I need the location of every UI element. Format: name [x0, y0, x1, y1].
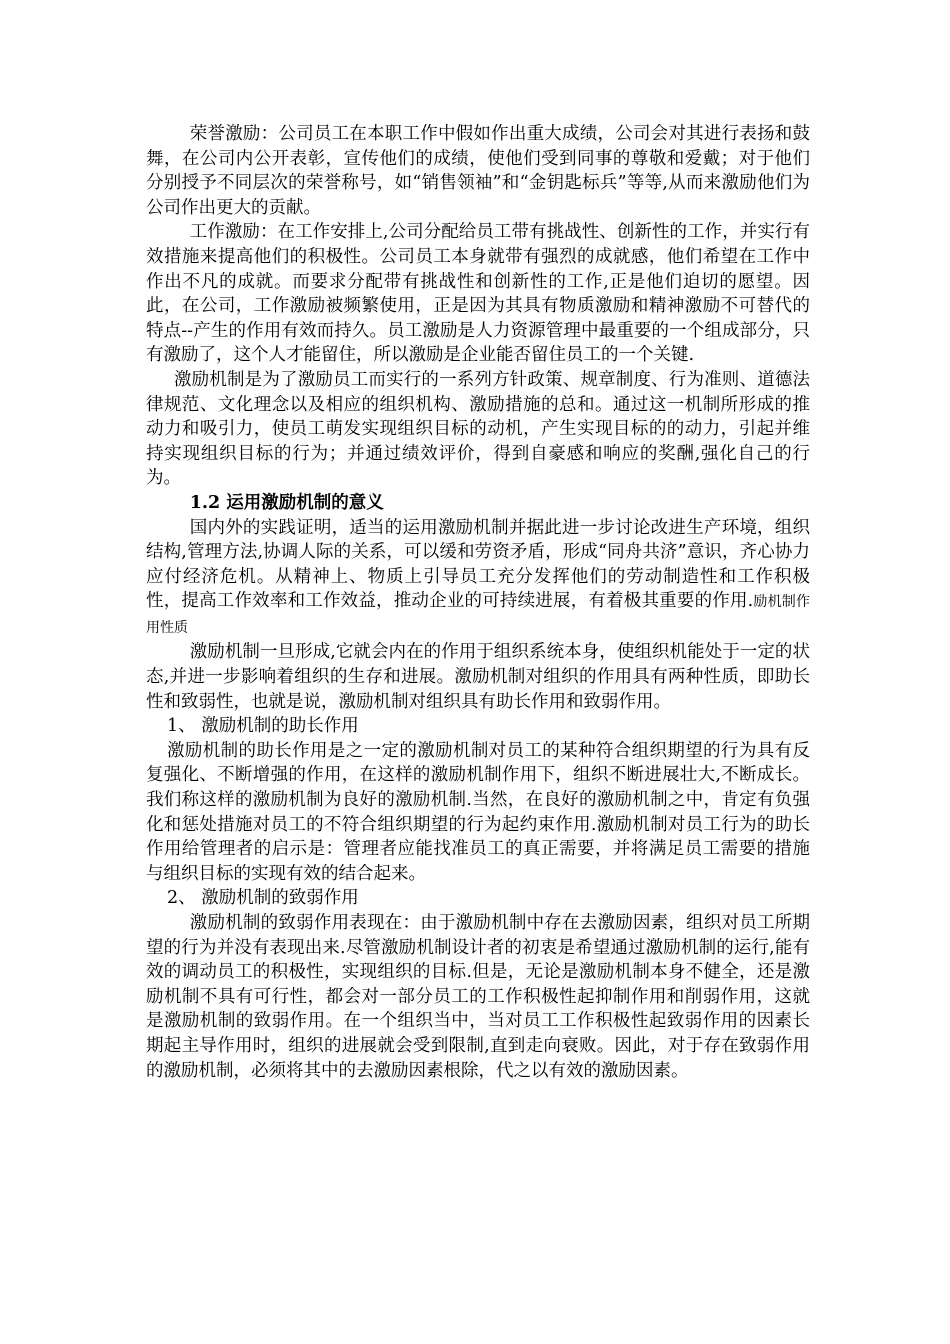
section-heading-1-2: 1.2 运用激励机制的意义	[189, 492, 384, 513]
paragraph-significance-tail: 励机制作用性质	[146, 594, 811, 636]
paragraph-work-incentive: 工作激励：在工作安排上,公司分配给员工带有挑战性、创新性的工作，并实行有效措施来提高他们的积极性。公司员工本身就带有强烈的成就感，他们希望在工作中作出不凡的成就。而要求分配带有挑战性和创新性的工作,正是他们迫切的愿望。因此，在公司，工作激励被频繁使用，正是因为其具有物质激励和精神激励不可替代的特点--产生的作用有效而持久。员工激励是人力资源管理中最重要的一个组成部分，只有激励了，这个人才能留住，所以激励是企业能否留住员工的一个关键.	[146, 222, 810, 366]
paragraph-significance	[146, 516, 810, 641]
paragraph-mechanism-nature: 激励机制一旦形成,它就会内在的作用于组织系统本身，使组织机能处于一定的状态,并进一步影响着组织的生存和进展。激励机制对组织的作用具有两种性质，即助长性和致弱性，也就是说，激励机制对组织具有助长作用和致弱作用。	[146, 642, 810, 712]
paragraph-weakening-effect: 激励机制的致弱作用表现在：由于激励机制中存在去激励因素，组织对员工所期望的行为并没有表现出来.尽管激励机制设计者的初衷是希望通过激励机制的运行,能有效的调动员工的积极性，实现组织的目标.但是，无论是激励机制本身不健全，还是激励机制不具有可行性，都会对一部分员工的工作积极性起抑制作用和削弱作用，这就是激励机制的致弱作用。在一个组织当中，当对员工工作积极性起致弱作用的因素长期起主导作用时，组织的进展就会受到限制,直到走向衰败。因此，对于存在致弱作用的激励机制，必须将其中的去激励因素根除，代之以有效的激励因素。	[146, 913, 810, 1081]
paragraph-incentive-mechanism: 激励机制是为了激励员工而实行的一系列方针政策、规章制度、行为准则、道德法律规范、文化理念以及相应的组织机构、激励措施的总和。通过这一机制所形成的推动力和吸引力，使员工萌发实现组织目标的动机，产生实现目标的的动力，引起并维持实现组织目标的行为；并通过绩效评价，得到自豪感和响应的奖酬,强化自己的行为。	[146, 369, 810, 489]
subheading-weakening-effect: 2、 激励机制的致弱作用	[167, 888, 359, 909]
document-body	[146, 122, 810, 1083]
subheading-boost-effect: 1、 激励机制的助长作用	[167, 716, 359, 737]
paragraph-boost-effect: 激励机制的助长作用是之一定的激励机制对员工的某种符合组织期望的行为具有反复强化、不断增强的作用，在这样的激励机制作用下，组织不断进展壮大,不断成长。我们称这样的激励机制为良好的激励机制.当然，在良好的激励机制之中，肯定有负强化和惩处措施对员工的不符合组织期望的行为起约束作用.激励机制对员工行为的助长作用给管理者的启示是：管理者应能找准员工的真正需要，并将满足员工需要的措施与组织目标的实现有效的结合起来。	[146, 740, 810, 884]
paragraph-significance-text: 国内外的实践证明，适当的运用激励机制并据此进一步讨论改进生产环境，组织结构,管理方法,协调人际的关系，可以缓和劳资矛盾，形成“同舟共济”意识，齐心协力应付经济危机。从精神上、物质上引导员工充分发挥他们的劳动制造性和工作积极性，提高工作效率和工作效益，推动企业的可持续进展，有着极其重要的作用.	[146, 517, 810, 612]
paragraph-honor-incentive: 荣誉激励：公司员工在本职工作中假如作出重大成绩，公司会对其进行表扬和鼓舞，在公司内公开表彰，宣传他们的成绩，使他们受到同事的尊敬和爱戴；对于他们分别授予不同层次的荣誉称号，如“销售领袖”和“金钥匙标兵”等等,从而来激励他们为公司作出更大的贡献。	[146, 124, 810, 218]
